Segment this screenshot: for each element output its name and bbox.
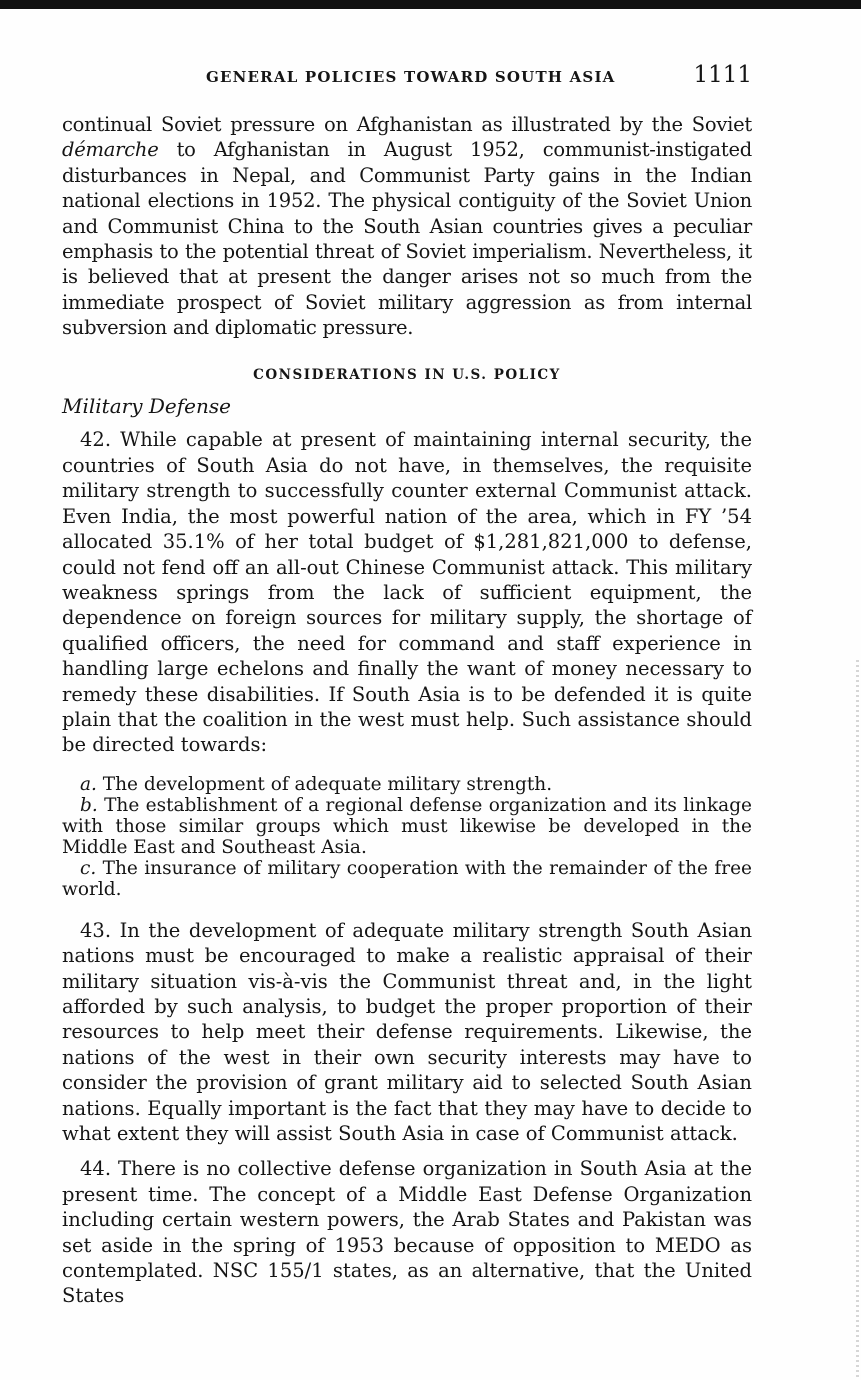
list-item-letter: a. (80, 773, 97, 795)
intro-text-after: to Afghanistan in August 1952, communist-instigated disturbances in Nepal, and Communist Party gains in the Indian national elections in 1952. The physical contiguity of the Soviet Union and Communist China to the South Asian countries gives a peculiar emphasis to the potential threat of Soviet imperialism. Nevertheless, it is believed that at present the danger arises not so much from the immediate prospect of Soviet military aggression as from internal subversion and diplomatic pressure. (62, 138, 752, 340)
list-item-text: The insurance of military cooperation with the remainder of the free world. (62, 857, 752, 900)
running-head: GENERAL POLICIES TOWARD SOUTH ASIA (206, 68, 616, 86)
list-item (62, 795, 752, 858)
page-number: 1111 (693, 62, 752, 88)
page-header (62, 62, 762, 98)
paragraph-43: 43. In the development of adequate military strength South Asian nations must be encouraged to make a realistic appraisal of their military situation vis-à-vis the Communist threat and, in the light afforded by such analysis, to budget the proper proportion of their resources to help meet their defense requirements. Likewise, the nations of the west in their own security interests may have to consider the provision of grant military aid to selected South Asian nations. Equally important is the fact that they may have to decide to what extent they will assist South Asia in case of Communist attack. (62, 918, 752, 1145)
list-item-letter: b. (80, 794, 98, 816)
list-item-text: The establishment of a regional defense organization and its linkage with those similar groups which must likewise be developed in the Middle East and Southeast Asia. (62, 794, 752, 858)
section-heading: CONSIDERATIONS IN U.S. POLICY (253, 366, 561, 383)
list-item (62, 774, 752, 795)
list-item-text: The development of adequate military strength. (96, 773, 553, 795)
list-item (62, 858, 752, 900)
intro-italic-term: démarche (62, 138, 159, 162)
paragraph-42: 42. While capable at present of maintaining internal security, the countries of South Asia do not have, in themselves, the requisite military strength to successfully counter external Communist attack. Even India, the most powerful nation of the area, which in FY ’54 allocated 35.1% of her total budget of $1,281,821,000 to defense, could not fend off an all-out Chinese Communist attack. This military weakness springs from the lack of sufficient equipment, the dependence on foreign sources for military supply, the shortage of qualified officers, the need for command and staff experience in handling large echelons and finally the want of money necessary to remedy these disabilities. If South Asia is to be defended it is quite plain that the coalition in the west must help. Such assistance should be directed towards: (62, 428, 752, 757)
directive-list (62, 774, 752, 900)
scan-top-border (0, 0, 861, 9)
intro-paragraph (62, 112, 752, 341)
list-item-letter: c. (80, 857, 97, 879)
paragraph-44: 44. There is no collective defense organization in South Asia at the present time. The concept of a Middle East Defense Organization including certain western powers, the Arab States and Pakistan was set aside in the spring of 1953 because of opposition to MEDO as contemplated. NSC 155/1 states, as an alternative, that the United States (62, 1157, 752, 1308)
intro-text-before: continual Soviet pressure on Afghanistan as illustrated by the Soviet (62, 113, 752, 136)
scan-edge-mark (856, 660, 859, 1380)
subsection-heading: Military Defense (62, 394, 231, 419)
page-body (62, 112, 752, 1309)
